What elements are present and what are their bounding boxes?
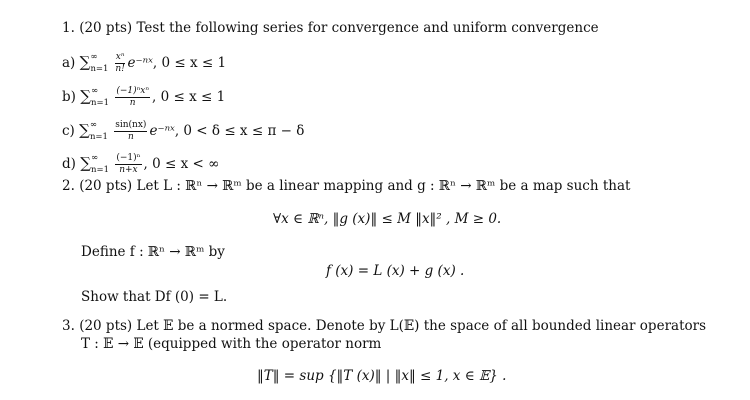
sum-lower: n=1 xyxy=(89,132,108,142)
display-equation: ∀x ∈ ℝⁿ, ‖g (x)‖ ≤ M ‖x‖² , M ≥ 0. xyxy=(273,211,502,227)
problem-1a xyxy=(62,48,226,78)
problem-2-show xyxy=(81,288,227,306)
part-label: b) xyxy=(62,89,76,105)
sum-upper: ∞ xyxy=(90,153,99,163)
problem-1-intro: (20 pts) Test the following series for convergence and uniform convergence xyxy=(79,20,599,36)
show-text: Show that Df (0) = L. xyxy=(81,289,228,305)
problem-2-define xyxy=(81,243,225,261)
part-label: a) xyxy=(62,55,76,71)
problem-2-number: 2. xyxy=(62,178,75,194)
problem-2-display-definition xyxy=(326,262,464,280)
problem-1d xyxy=(62,149,219,179)
sum-symbol: ∑ xyxy=(79,121,90,139)
sum-symbol: ∑ xyxy=(80,154,91,172)
term-exponential: e⁻ⁿˣ xyxy=(127,55,153,71)
frac-denominator: n+x xyxy=(119,165,138,175)
problem-3-display-norm xyxy=(257,367,506,385)
frac-numerator: xⁿ xyxy=(115,52,125,62)
display-equation: f (x) = L (x) + g (x) . xyxy=(326,263,465,279)
term-fraction xyxy=(114,121,147,142)
term-domain: , 0 ≤ x < ∞ xyxy=(143,156,220,172)
problem-1-number: 1. xyxy=(62,20,75,36)
frac-denominator: n xyxy=(127,132,134,142)
sum-lower: n=1 xyxy=(91,165,110,175)
problem-1b xyxy=(62,82,225,112)
term-domain: , 0 ≤ x ≤ 1 xyxy=(152,55,227,71)
sum-lower: n=1 xyxy=(90,64,109,74)
problem-3-header xyxy=(62,317,706,335)
term-exponential: e⁻ⁿˣ xyxy=(149,123,175,139)
problem-1-header xyxy=(62,19,599,37)
part-label: c) xyxy=(62,123,75,139)
term-domain: , 0 < δ ≤ x ≤ π − δ xyxy=(174,123,305,139)
sum-upper: ∞ xyxy=(89,120,97,130)
term-fraction xyxy=(115,53,126,74)
term-fraction xyxy=(115,87,150,108)
problem-2-display-inequality xyxy=(273,210,501,228)
sum-lower: n=1 xyxy=(91,98,110,108)
frac-numerator: (−1)ⁿxⁿ xyxy=(116,86,150,96)
problem-2-intro: (20 pts) Let L : ℝⁿ → ℝᵐ be a linear mapping and g : ℝⁿ → ℝᵐ be a map such that xyxy=(79,178,631,194)
frac-numerator: sin(nx) xyxy=(115,120,147,130)
display-equation: ‖T‖ = sup {‖T (x)‖ | ‖x‖ ≤ 1, x ∈ 𝔼} . xyxy=(257,368,507,384)
problem-3-intro-continued xyxy=(81,335,381,353)
problem-3-intro: (20 pts) Let 𝔼 be a normed space. Denote by L(𝔼) the space of all bounded linear operators xyxy=(79,318,707,334)
frac-denominator: n xyxy=(129,98,136,108)
sum-symbol: ∑ xyxy=(80,87,91,105)
sum-upper: ∞ xyxy=(90,52,98,62)
term-domain: , 0 ≤ x ≤ 1 xyxy=(152,89,226,105)
part-label: d) xyxy=(62,156,76,172)
term-fraction xyxy=(115,154,141,175)
problem-3-number: 3. xyxy=(62,318,75,334)
sum-upper: ∞ xyxy=(90,86,99,96)
define-text: Define f : ℝⁿ → ℝᵐ by xyxy=(81,244,225,260)
frac-denominator: n! xyxy=(115,64,125,74)
problem-3-intro2: T : 𝔼 → 𝔼 (equipped with the operator norm xyxy=(81,336,382,352)
problem-1c xyxy=(62,116,304,146)
frac-numerator: (−1)ⁿ xyxy=(116,153,141,163)
problem-2-header xyxy=(62,177,630,195)
sum-symbol: ∑ xyxy=(79,53,91,71)
